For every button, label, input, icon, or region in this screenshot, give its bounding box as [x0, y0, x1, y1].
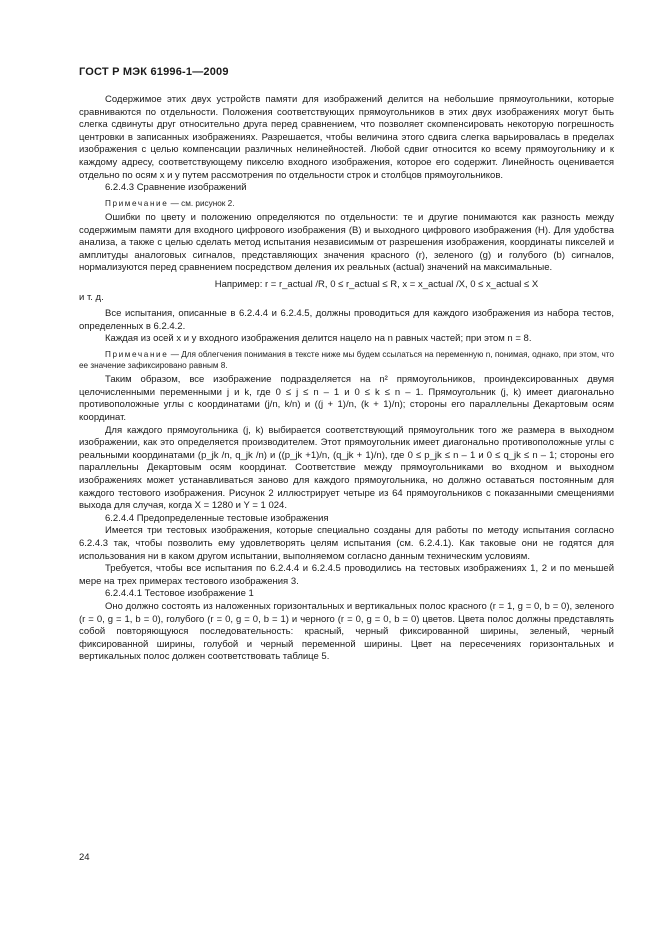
note-2-text: — Для облегчения понимания в тексте ниже мы будем ссылаться на переменную n, понимая, однако, при этом, что ее значение зафиксировано равным 8. — [79, 349, 614, 371]
note-1-label: Примечание — [105, 198, 169, 208]
paragraph-8: Требуется, чтобы все испытания по 6.2.4.4 и 6.2.4.5 проводились на тестовых изображениях 1, 2 и по меньшей мере на трех примерах тестового изображения 3. — [79, 563, 614, 587]
section-heading-6-2-4-4: 6.2.4.4 Предопределенные тестовые изображения — [105, 512, 329, 524]
section-heading-6-2-4-4-1: 6.2.4.4.1 Тестовое изображение 1 — [105, 588, 254, 600]
section-heading-6-2-4-3: 6.2.4.3 Сравнение изображений — [105, 182, 247, 194]
paragraph-2: Ошибки по цвету и положению определяются по отдельности: те и другие понимаются как разность между содержимым памяти для входного цифрового изображения (В) и выходного цифрового изображения (Н). Для удобства анализа, а также с целью сделать метод испытания независимым от разрешения изображения, координаты пикселей и амплитуды аналоговых сигналов, представляющих значения красного (r), зеленого (g) и голубого (b) сигналов, нормализуются перед сравнением посредством деления их реальных (actual) значений на максимальные. — [79, 211, 614, 274]
note-1-text: — см. рисунок 2. — [168, 198, 235, 208]
etc-text: и т. д. — [79, 291, 104, 303]
paragraph-5: Таким образом, все изображение подразделяется на n² прямоугольников, проиндексированных двумя целочисленными переменными j и k, где 0 ≤ j ≤ n – 1 и 0 ≤ k ≤ n – 1. Прямоугольник (j, k) имеет диагонально противоположные углы с координатами (j/n, k/n) и ((j + 1)/n, (k + 1)/n); стороны его параллельны Декартовым осям координат. — [79, 374, 614, 424]
paragraph-7: Имеется три тестовых изображения, которые специально созданы для работы по методу испытания согласно 6.2.4.3 так, чтобы позволить ему удовлетворять целям испытания (см. 6.2.4.1). Как таковые они не годятся для использования ни в каком другом испытании, выполняемом согласно данным техническим условиям. — [79, 525, 614, 562]
paragraph-6: Для каждого прямоугольника (j, k) выбирается соответствующий прямоугольник того же размера в выходном изображении, как это определяется производителем. Этот прямоугольник имеет диагонально противоположные углы с реальными координатами (p_jk /n, q_jk /n) и ((p_jk +1)/n, (q_jk + 1)/n), где 0 ≤ p_jk ≤ n – 1 и 0 ≤ q_jk ≤ n – 1; стороны его параллельны Декартовым осям координат. Соответствие между прямоугольниками во входном и выходном изображениях может устанавливаться заново для каждого прямоугольника, но должно оставаться постоянным для каждого тестового изображения. Рисунок 2 иллюстрирует четыре из 64 прямоугольников с показанными смещениями выхода для случая, когда X = 1280 и Y = 1 024. — [79, 424, 614, 512]
document-body — [79, 94, 614, 664]
paragraph-1: Содержимое этих двух устройств памяти для изображений делится на небольшие прямоугольники, которые сравниваются по отдельности. Положения соответствующих прямоугольников в этих двух изображениях могут быть слегка сдвинуты друг относительно друга перед сравнением, что позволяет скомпенсировать некоторую погрешность центровки в записанных изображениях. Разрешается, чтобы величина этого сдвига слегка варьировалась в пределах изображения с целью компенсации различных нелинейностей. Любой сдвиг относится ко всему прямоугольнику и к каждому адресу, соответствующему пикселю входного изображения, которое его содержит. Линейность оценивается отдельно по осям x и y путем рассмотрения по отдельности строк и столбцов прямоугольников. — [79, 94, 614, 181]
formula: Например: r = r_actual /R, 0 ≤ r_actual ≤ R, x = x_actual /X, 0 ≤ x_actual ≤ X — [214, 278, 539, 290]
document-header: ГОСТ Р МЭК 61996-1—2009 — [79, 66, 229, 78]
paragraph-3: Все испытания, описанные в 6.2.4.4 и 6.2.4.5, должны проводиться для каждого изображения из набора тестов, определенных в 6.2.4.2. — [79, 308, 614, 332]
paragraph-4: Каждая из осей x и y входного изображения делится нацело на n равных частей; при этом n = 8. — [105, 333, 532, 345]
paragraph-9: Оно должно состоять из наложенных горизонтальных и вертикальных полос красного (r = 1, g = 0, b = 0), зеленого (r = 0, g = 1, b = 0), голубого (r = 0, g = 0, b = 1) и черного (r = 0, g = 0, b = 0) цветов. Цвета полос должны представлять собой повторяющуюся последовательность: красный, черный фиксированной ширины, зеленый, черный фиксированной ширины, голубой и черный переменной ширины. Цвет на пересечениях горизонтальных и вертикальных полос должен соответствовать таблице 5. — [79, 600, 614, 663]
note-1 — [79, 198, 614, 209]
page-number: 24 — [79, 852, 90, 863]
note-2 — [79, 349, 614, 371]
note-2-label: Примечание — [105, 349, 169, 359]
